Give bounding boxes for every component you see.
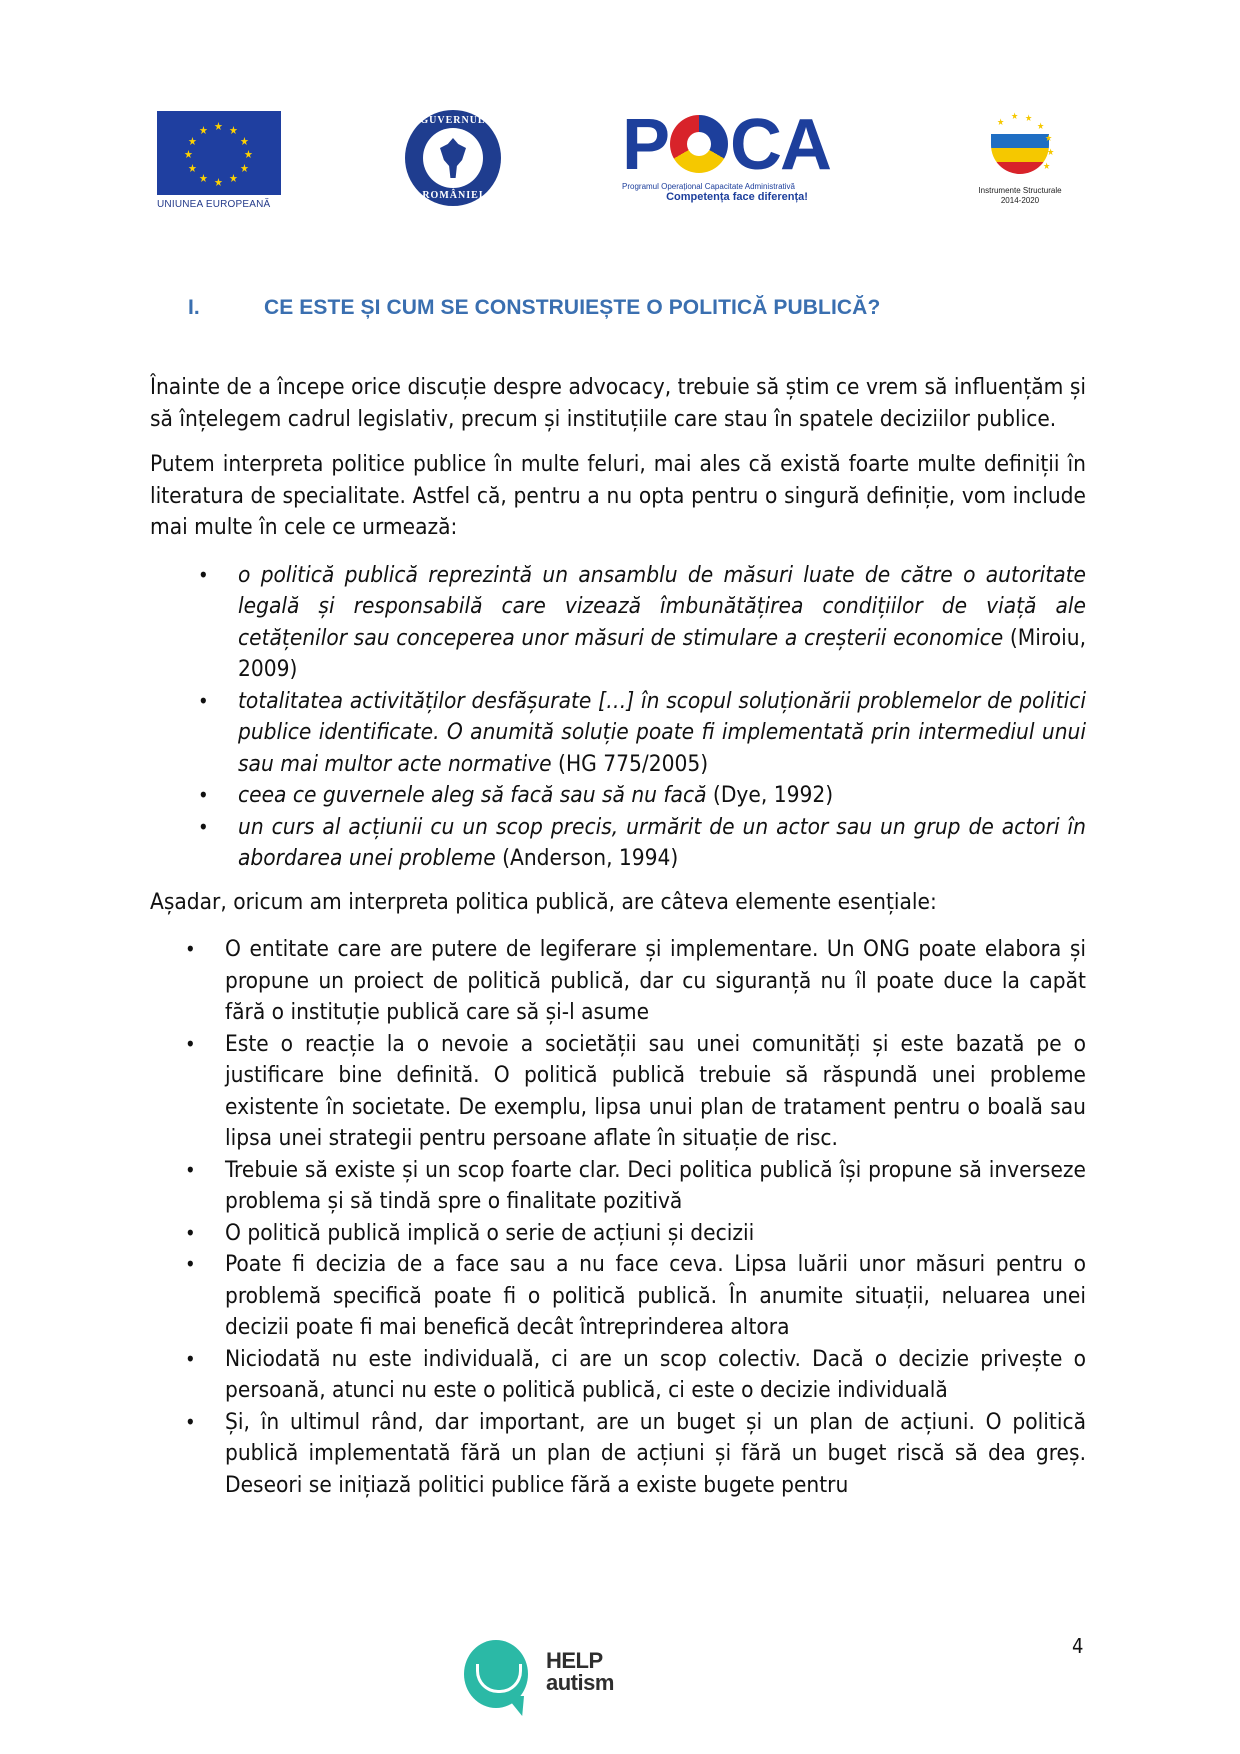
section-title: CE ESTE ȘI CUM SE CONSTRUIEȘTE O POLITICĂ PUBLICĂ?	[264, 296, 881, 319]
citation: (Dye, 1992)	[706, 782, 834, 808]
poca-logo	[622, 105, 852, 203]
element-item: • O entitate care are putere de legiferare și implementare. Un ONG poate elabora și propune un proiect de politică publică, dar cu siguranță nu îl poate duce la capăt fără o instituție publică care să și-l asume	[185, 936, 1086, 1025]
instrumente-structurale-logo	[965, 112, 1075, 206]
government-top-text: GUVERNUL	[420, 115, 486, 126]
header-logos	[0, 105, 1240, 218]
help-autism-wordmark: HELP autism	[546, 1648, 614, 1695]
bullet-icon: •	[185, 1157, 196, 1182]
eu-label: UNIUNEA EUROPEANĂ	[157, 199, 271, 210]
bullet-icon: •	[198, 562, 209, 587]
definition-item: • un curs al acțiunii cu un scop precis, urmărit de un actor sau un grup de actori în abordarea unei probleme (Anderson, 1994)	[198, 813, 1086, 871]
element-item: • Și, în ultimul rând, dar important, are un buget și un plan de acțiuni. O politică publică implementată fără un plan de acțiuni și fără un buget riscă să dea greș. Deseori se inițiază politici publice fără a existe bugete pentru	[185, 1408, 1086, 1498]
government-seal-icon	[405, 110, 501, 206]
definition-item: • o politică publică reprezintă un ansamblu de măsuri luate de către o autoritate legală și responsabilă care vizează îmbunătățirea condițiilor de viață ale cetățenilor sau conceperea unor măsuri de stimulare a creșterii economice (Miroiu, 2009)	[198, 561, 1086, 682]
bullet-icon: •	[185, 1252, 196, 1276]
bullet-icon: •	[185, 1220, 196, 1245]
element-item: • Este o reacție la o nevoie a societății sau unei comunități și este bazată pe o justificare bine definită. O politică publică trebuie să răspundă unei probleme existente în societate. De exemplu, lipsa unui plan de tratament pentru o boală sau lipsa unei strategii pentru persoane aflate în situație de risc.	[185, 1030, 1086, 1151]
instrumente-swoosh-icon: ★ ★ ★ ★ ★ ★ ★	[985, 112, 1055, 182]
poca-circle-icon	[670, 115, 728, 173]
bullet-icon: •	[185, 937, 196, 961]
section-heading	[188, 296, 880, 320]
bullet-icon: •	[198, 688, 209, 713]
bullet-icon: •	[185, 1409, 196, 1434]
instrumente-label: Instrumente Structurale 2014-2020	[978, 186, 1062, 205]
bullet-icon: •	[185, 1031, 196, 1056]
poca-wordmark: P CA	[622, 105, 831, 185]
definitions-list	[150, 560, 1086, 875]
bullet-icon: •	[198, 783, 209, 807]
government-bottom-text: ROMÂNIEI	[422, 190, 484, 201]
page-number: 4	[1072, 1634, 1084, 1658]
document-body	[150, 372, 1086, 1513]
eu-flag-icon: ★ ★ ★ ★ ★ ★ ★ ★ ★ ★ ★ ★	[157, 111, 281, 195]
elements-intro-paragraph: Așadar, oricum am interpreta politica publică, are câteva elemente esențiale:	[150, 888, 937, 915]
bullet-icon: •	[198, 814, 209, 839]
element-item: • O politică publică implică o serie de acțiuni și decizii	[225, 1218, 1086, 1250]
bullet-icon: •	[185, 1346, 196, 1371]
poca-subtitle: Programul Operațional Capacitate Administrativă	[622, 182, 795, 191]
essential-elements-list	[150, 934, 1086, 1501]
section-number: I.	[188, 296, 200, 319]
element-item: • Poate fi decizia de a face sau a nu face ceva. Lipsa luării unor măsuri pentru o problemă specifică poate fi o politică publică. În anumite situații, neluarea unei decizii poate fi mai benefică decât întreprinderea altora	[185, 1251, 1086, 1340]
element-item: • Niciodată nu este individuală, ci are un scop colectiv. Dacă o decizie privește o persoană, atunci nu este o politică publică, ci este o decizie individuală	[185, 1345, 1086, 1403]
citation: (HG 775/2005)	[551, 750, 709, 777]
definitions-intro-paragraph: Putem interpreta politice publice în multe feluri, mai ales că există foarte multe definiții în literatura de specialitate. Astfel că, pentru a nu opta pentru o singură definiție, vom include mai multe în cele ce urmează:	[150, 451, 1086, 540]
citation: (Anderson, 1994)	[495, 845, 679, 871]
definition-item: • totalitatea activităților desfășurate […] în scopul soluționării problemelor de politici publice identificate. O anumită soluție poate fi implementată prin intermediul unui sau mai multor acte normative (HG 775/2005)	[198, 687, 1086, 777]
definition-item: • ceea ce guvernele aleg să facă sau să nu facă (Dye, 1992)	[238, 780, 1086, 812]
citation: (Miroiu, 2009)	[238, 624, 1086, 682]
element-item: • Trebuie să existe și un scop foarte clar. Deci politica publică își propune să inverseze problema și să tindă spre o finalitate pozitivă	[185, 1156, 1086, 1214]
help-autism-logo	[464, 1640, 634, 1720]
intro-paragraph: Înainte de a începe orice discuție despre advocacy, trebuie să știm ce vrem să influențăm și să înțelegem cadrul legislativ, precum și instituțiile care stau în spatele deciziilor publice.	[150, 374, 1086, 432]
poca-tagline: Competența face diferența!	[666, 191, 808, 203]
eu-logo	[157, 111, 281, 210]
